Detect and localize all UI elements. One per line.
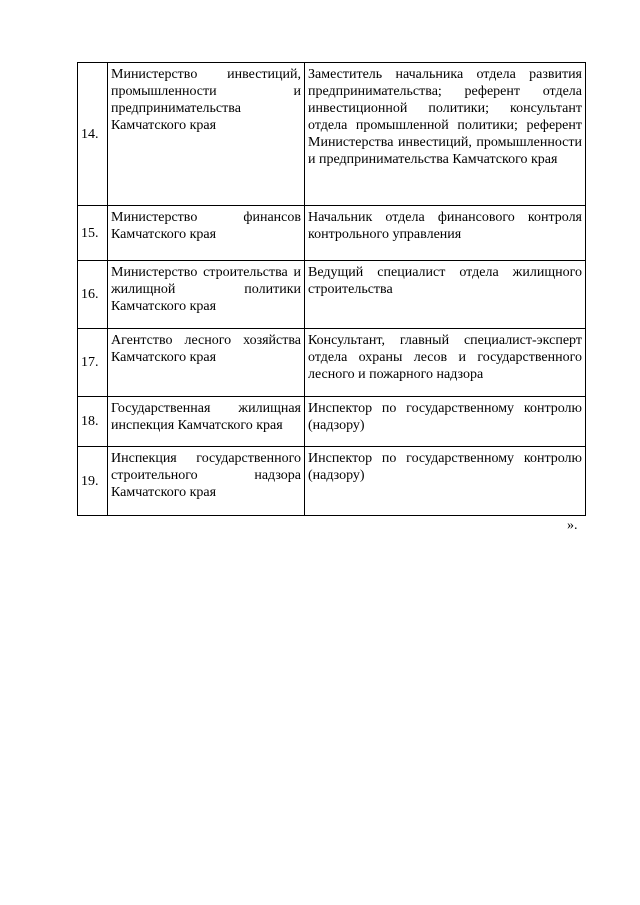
table-row bbox=[78, 329, 586, 397]
row-number: 19. bbox=[78, 447, 108, 516]
positions-table bbox=[77, 62, 586, 516]
organization-cell: Государственная жилищная инспекция Камчатского края bbox=[108, 397, 305, 447]
positions-cell: Инспектор по государственному контролю (надзору) bbox=[305, 397, 586, 447]
row-number: 18. bbox=[78, 397, 108, 447]
row-number: 15. bbox=[78, 206, 108, 261]
positions-cell: Заместитель начальника отдела развития предпринимательства; референт отдела инвестиционной политики; консультант отдела промышленной политики; референт Министерства инвестиций, промышленности и предпринимательства Камчатского края bbox=[305, 63, 586, 206]
organization-cell: Инспекция государственного строительного надзора Камчатского края bbox=[108, 447, 305, 516]
organization-cell: Министерство строительства и жилищной политики Камчатского края bbox=[108, 261, 305, 329]
row-number: 16. bbox=[78, 261, 108, 329]
closing-quote-mark: ». bbox=[567, 518, 578, 533]
table-row bbox=[78, 63, 586, 206]
table-row bbox=[78, 261, 586, 329]
row-number: 14. bbox=[78, 63, 108, 206]
positions-cell: Консультант, главный специалист-эксперт отдела охраны лесов и государственного лесного и пожарного надзора bbox=[305, 329, 586, 397]
organization-cell: Агентство лесного хозяйства Камчатского края bbox=[108, 329, 305, 397]
positions-cell: Ведущий специалист отдела жилищного строительства bbox=[305, 261, 586, 329]
positions-cell: Инспектор по государственному контролю (надзору) bbox=[305, 447, 586, 516]
row-number: 17. bbox=[78, 329, 108, 397]
table-row bbox=[78, 206, 586, 261]
positions-cell: Начальник отдела финансового контроля контрольного управления bbox=[305, 206, 586, 261]
organization-cell: Министерство инвестиций, промышленности и предпринимательства Камчатского края bbox=[108, 63, 305, 206]
table-row bbox=[78, 447, 586, 516]
organization-cell: Министерство финансов Камчатского края bbox=[108, 206, 305, 261]
table-row bbox=[78, 397, 586, 447]
